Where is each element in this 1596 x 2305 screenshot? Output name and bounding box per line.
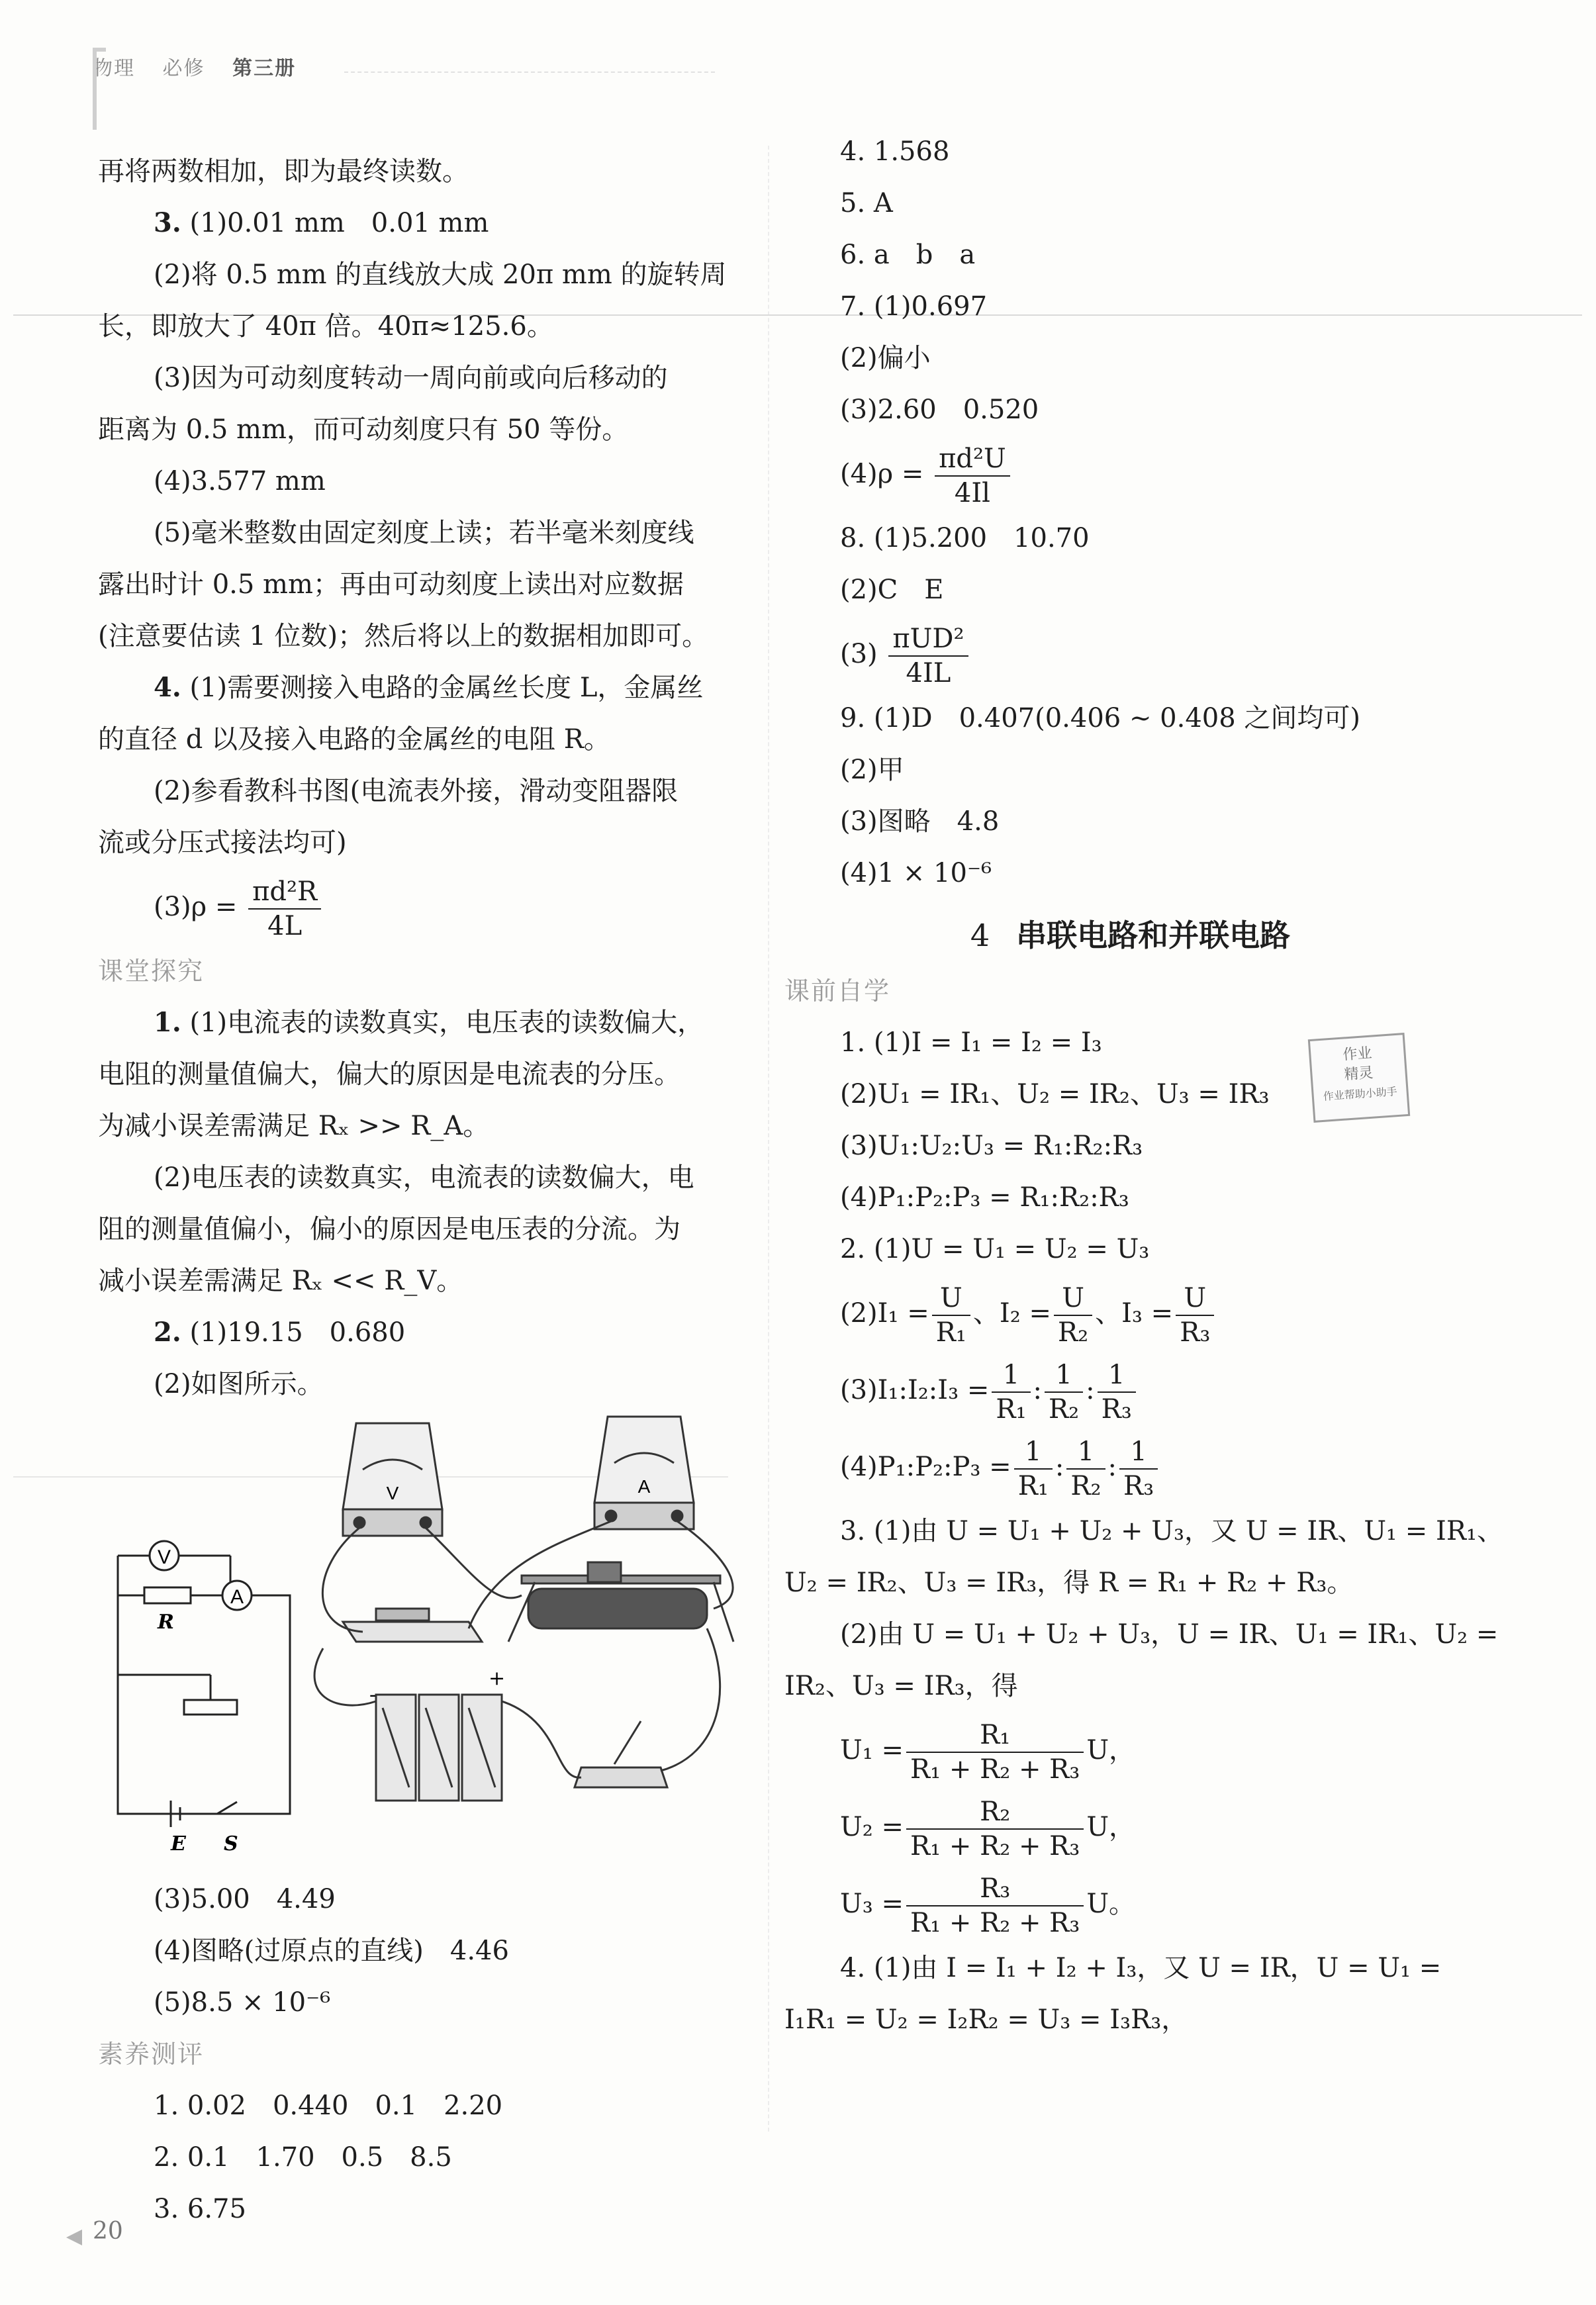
answer-9-3: (3)图略 4.8 xyxy=(840,806,1000,837)
answer-9-4: (4)1 × 10⁻⁶ xyxy=(840,858,992,888)
battery-minus: - xyxy=(369,1683,377,1707)
ketang-1-1a xyxy=(98,997,753,1049)
rheostat-device xyxy=(508,1562,733,1642)
answer-3-1 xyxy=(98,197,753,249)
fraction-numerator: 1 xyxy=(1066,1435,1105,1470)
fraction-denominator: R₁ + R₂ + R₃ xyxy=(910,1908,1080,1938)
suyang-2: 2. 0.1 1.70 0.5 8.5 xyxy=(154,2142,452,2173)
page-number: 20 xyxy=(93,2218,123,2245)
fraction-denominator: R₂ xyxy=(1057,1317,1089,1348)
kq-3-2b: IR₂、U₃ = IR₃，得 xyxy=(784,1671,1018,1701)
answer-4-2b: 流或分压式接法均可) xyxy=(98,827,347,858)
fraction-numerator: U xyxy=(1054,1282,1092,1316)
circuit-figure-svg xyxy=(98,1410,753,1873)
fraction-numerator: 1 xyxy=(1098,1358,1136,1393)
fraction-numerator: R₃ xyxy=(906,1872,1084,1906)
kq-1-3: (3)U₁:U₂:U₃ = R₁:R₂:R₃ xyxy=(840,1131,1143,1161)
answer-text: (1)19.15 0.680 xyxy=(189,1317,406,1348)
kq-2-4 xyxy=(784,1429,1476,1505)
answer-5: 5. A xyxy=(840,188,893,218)
formula-tail: U。 xyxy=(1086,1889,1136,1919)
formula-prefix: U₁ = xyxy=(840,1735,904,1765)
answer-text: (1)0.01 mm 0.01 mm xyxy=(189,208,489,238)
answer-text: (1)电流表的读数真实，电压表的读数偏大， xyxy=(189,1008,704,1038)
stamp-line: 作业 xyxy=(1342,1045,1373,1064)
answer-number: 4. xyxy=(154,672,181,703)
formula-prefix: (4)P₁:P₂:P₃ = xyxy=(840,1452,1011,1482)
ketang-1-1b: 电阻的测量值偏大，偏大的原因是电流表的分压。 xyxy=(98,1059,681,1090)
formula-prefix: (2)I₁ = xyxy=(840,1298,929,1329)
fraction-denominator: 4IL xyxy=(906,658,951,688)
fraction xyxy=(1054,1282,1092,1349)
fraction-denominator: R₃ xyxy=(1180,1317,1211,1348)
voltmeter-device-label: V xyxy=(386,1483,399,1503)
answer-3-2a: (2)将 0.5 mm 的直线放大成 20π mm 的旋转周 xyxy=(154,259,727,290)
fraction-denominator: R₃ xyxy=(1123,1471,1154,1501)
answer-9-1: 9. (1)D 0.407(0.406 ~ 0.408 之间均可) xyxy=(840,703,1361,733)
kq-u3 xyxy=(784,1865,1476,1942)
rheostat-symbol xyxy=(184,1700,237,1715)
formula-colon: : xyxy=(1055,1452,1064,1482)
ketang-1-2a: (2)电压表的读数真实，电流表的读数偏大，电 xyxy=(154,1162,694,1193)
answer-number: 2. xyxy=(154,1317,181,1348)
fraction xyxy=(888,622,968,690)
kq-2-3 xyxy=(784,1352,1476,1429)
answer-8-3 xyxy=(784,616,1476,692)
battery-plus: + xyxy=(489,1667,506,1690)
fraction-denominator: 4Il xyxy=(954,478,990,508)
fraction-numerator: 1 xyxy=(1045,1358,1083,1393)
kq-1-2: (2)U₁ = IR₁、U₂ = IR₂、U₃ = IR₃ xyxy=(840,1079,1270,1109)
header-type: 必修 xyxy=(162,57,205,80)
kq-u2 xyxy=(784,1789,1476,1865)
header-subject: 物理 xyxy=(93,57,135,80)
answer-4-1b: 的直径 d 以及接入电路的金属丝的电阻 R。 xyxy=(98,724,610,755)
battery-label: E xyxy=(171,1832,186,1856)
ketang-1-1c: 为减小误差需满足 Rₓ >> R_A。 xyxy=(98,1111,490,1141)
chapter-title xyxy=(784,899,1476,965)
fraction-numerator: 1 xyxy=(992,1358,1030,1393)
answer-7-2: (2)偏小 xyxy=(840,343,931,373)
formula-colon: : xyxy=(1086,1375,1095,1405)
header-rule xyxy=(344,71,715,73)
answer-3-4: (4)3.577 mm xyxy=(154,466,326,496)
stamp-line: 精灵 xyxy=(1343,1064,1374,1084)
formula-prefix: U₃ = xyxy=(840,1889,904,1919)
formula-prefix: U₂ = xyxy=(840,1812,904,1842)
answer-8-1: 8. (1)5.200 10.70 xyxy=(840,523,1090,553)
kq-2-1: 2. (1)U = U₁ = U₂ = U₃ xyxy=(840,1234,1150,1264)
section-heading-suyang: 素养测评 xyxy=(98,2040,205,2069)
formula-prefix: (3) xyxy=(840,639,878,669)
answer-3-5b: 露出时计 0.5 mm；再由可动刻度上读出对应数据 xyxy=(98,569,684,600)
fraction xyxy=(932,1282,970,1349)
ammeter-device-label: A xyxy=(637,1476,651,1497)
answer-number: 1. xyxy=(154,1007,181,1038)
formula-prefix: (3)ρ = xyxy=(154,892,238,922)
kq-2-2 xyxy=(784,1275,1476,1352)
fraction xyxy=(1176,1282,1214,1349)
fraction xyxy=(1066,1435,1105,1503)
fraction xyxy=(1098,1358,1136,1426)
kq-u1 xyxy=(784,1712,1476,1789)
ketang-2-1 xyxy=(98,1307,753,1358)
fraction-denominator: R₃ xyxy=(1101,1394,1132,1425)
kq-3-1a: 3. (1)由 U = U₁ + U₂ + U₃，又 U = IR、U₁ = IR₁、 xyxy=(840,1516,1503,1546)
page-marker-icon xyxy=(66,2230,82,2245)
formula-sep: 、I₂ = xyxy=(972,1298,1051,1329)
chapter-number: 4 xyxy=(970,917,990,953)
fraction xyxy=(1045,1358,1083,1426)
circuit-figure xyxy=(98,1410,753,1873)
fraction-denominator: R₁ xyxy=(1017,1471,1049,1501)
section-heading-keqian: 课前自学 xyxy=(784,976,891,1006)
voltmeter-device xyxy=(343,1423,442,1536)
kq-3-2a: (2)由 U = U₁ + U₂ + U₃，U = IR、U₁ = IR₁、U₂ = xyxy=(840,1619,1499,1650)
answer-9-2: (2)甲 xyxy=(840,755,904,785)
fraction-numerator: πd²R xyxy=(248,875,321,910)
fraction xyxy=(906,1795,1084,1863)
fraction xyxy=(248,875,321,943)
section-heading-ketang: 课堂探究 xyxy=(98,957,205,986)
formula-prefix: (3)I₁:I₂:I₃ = xyxy=(840,1375,990,1405)
formula-sep: 、I₃ = xyxy=(1095,1298,1174,1329)
ammeter-device xyxy=(594,1417,694,1529)
ketang-1-2b: 阻的测量值偏小，偏小的原因是电压表的分流。为 xyxy=(98,1214,681,1245)
ketang-1-2c: 减小误差需满足 Rₓ << R_V。 xyxy=(98,1266,463,1296)
resistor-board xyxy=(343,1609,482,1642)
answer-7-3: (3)2.60 0.520 xyxy=(840,395,1039,425)
fraction-numerator: U xyxy=(932,1282,970,1316)
ketang-2-2: (2)如图所示。 xyxy=(154,1369,324,1399)
left-column xyxy=(98,146,753,2235)
fraction-numerator: πd²U xyxy=(935,442,1010,477)
fraction-numerator: R₁ xyxy=(906,1718,1084,1753)
fraction-denominator: R₁ + R₂ + R₃ xyxy=(910,1754,1080,1785)
resistor-symbol xyxy=(144,1587,191,1603)
kq-1-1: 1. (1)I = I₁ = I₂ = I₃ xyxy=(840,1027,1102,1058)
fraction xyxy=(935,442,1010,510)
answer-7-1: 7. (1)0.697 xyxy=(840,291,988,322)
fraction-denominator: R₁ xyxy=(935,1317,966,1348)
ketang-2-4: (4)图略(过原点的直线) 4.46 xyxy=(154,1936,509,1966)
fraction-numerator: U xyxy=(1176,1282,1214,1316)
answer-4-2a: (2)参看教科书图(电流表外接，滑动变阻器限 xyxy=(154,776,679,806)
chapter-title-text: 串联电路和并联电路 xyxy=(1016,917,1291,953)
fraction-numerator: 1 xyxy=(1119,1435,1158,1470)
column-divider xyxy=(768,146,769,2132)
formula-tail: U， xyxy=(1086,1735,1136,1765)
formula-prefix: (4)ρ = xyxy=(840,459,924,489)
fraction xyxy=(992,1358,1030,1426)
header-corner-mark xyxy=(93,48,106,130)
header-volume: 第三册 xyxy=(232,57,297,80)
suyang-1: 1. 0.02 0.440 0.1 2.20 xyxy=(154,2091,503,2121)
fraction-denominator: R₁ xyxy=(996,1394,1027,1425)
answer-4: 4. 1.568 xyxy=(840,136,950,167)
fraction xyxy=(1119,1435,1158,1503)
battery-device xyxy=(376,1695,502,1801)
watermark-stamp xyxy=(1308,1033,1410,1123)
ketang-2-3: (3)5.00 4.49 xyxy=(154,1884,336,1914)
kq-3-1b: U₂ = IR₂、U₃ = IR₃，得 R = R₁ + R₂ + R₃。 xyxy=(784,1568,1354,1598)
formula-colon: : xyxy=(1107,1452,1117,1482)
answer-4-1a xyxy=(98,662,753,714)
fraction-numerator: 1 xyxy=(1014,1435,1053,1470)
fraction-denominator: 4L xyxy=(267,911,303,941)
switch-device xyxy=(575,1721,667,1787)
running-header xyxy=(93,52,316,91)
fraction xyxy=(906,1872,1084,1940)
fraction-denominator: R₂ xyxy=(1049,1394,1080,1425)
fraction-denominator: R₂ xyxy=(1070,1471,1102,1501)
fraction xyxy=(1014,1435,1053,1503)
switch-label: S xyxy=(224,1832,238,1856)
fraction-numerator: R₂ xyxy=(906,1795,1084,1830)
answer-4-3 xyxy=(98,869,753,945)
answer-3-5c: (注意要估读 1 位数)；然后将以上的数据相加即可。 xyxy=(98,621,709,651)
fraction-denominator: R₁ + R₂ + R₃ xyxy=(910,1831,1080,1861)
kq-1-4: (4)P₁:P₂:P₃ = R₁:R₂:R₃ xyxy=(840,1182,1129,1213)
answer-3-5a: (5)毫米整数由固定刻度上读；若半毫米刻度线 xyxy=(154,518,694,548)
answer-3-2b: 长，即放大了 40π 倍。40π≈125.6。 xyxy=(98,311,553,342)
text-line: 再将两数相加，即为最终读数。 xyxy=(98,156,469,187)
answer-text: (1)需要测接入电路的金属丝长度 L，金属丝 xyxy=(189,673,704,703)
answer-7-4 xyxy=(784,436,1476,512)
resistor-label: R xyxy=(158,1611,174,1634)
stamp-line: 作业帮助小助手 xyxy=(1323,1085,1398,1103)
answer-number: 3. xyxy=(154,207,181,238)
voltmeter-label: V xyxy=(157,1546,171,1568)
formula-colon: : xyxy=(1033,1375,1042,1405)
answer-8-2: (2)C E xyxy=(840,575,944,605)
answer-3-3b: 距离为 0.5 mm，而可动刻度只有 50 等份。 xyxy=(98,414,629,445)
formula-tail: U， xyxy=(1086,1812,1136,1842)
suyang-3: 3. 6.75 xyxy=(154,2194,246,2224)
answer-3-3a: (3)因为可动刻度转动一周向前或向后移动的 xyxy=(154,363,668,393)
fraction xyxy=(906,1718,1084,1786)
ammeter-label: A xyxy=(230,1586,244,1608)
answer-6: 6. a b a xyxy=(840,240,976,270)
circuit-schematic xyxy=(118,1541,290,1827)
kq-4-1a: 4. (1)由 I = I₁ + I₂ + I₃，又 U = IR，U = U₁ = xyxy=(840,1953,1442,1983)
ketang-2-5: (5)8.5 × 10⁻⁶ xyxy=(154,1987,331,2018)
fraction-numerator: πUD² xyxy=(888,622,968,657)
kq-4-1b: I₁R₁ = U₂ = I₂R₂ = U₃ = I₃R₃， xyxy=(784,2004,1188,2035)
